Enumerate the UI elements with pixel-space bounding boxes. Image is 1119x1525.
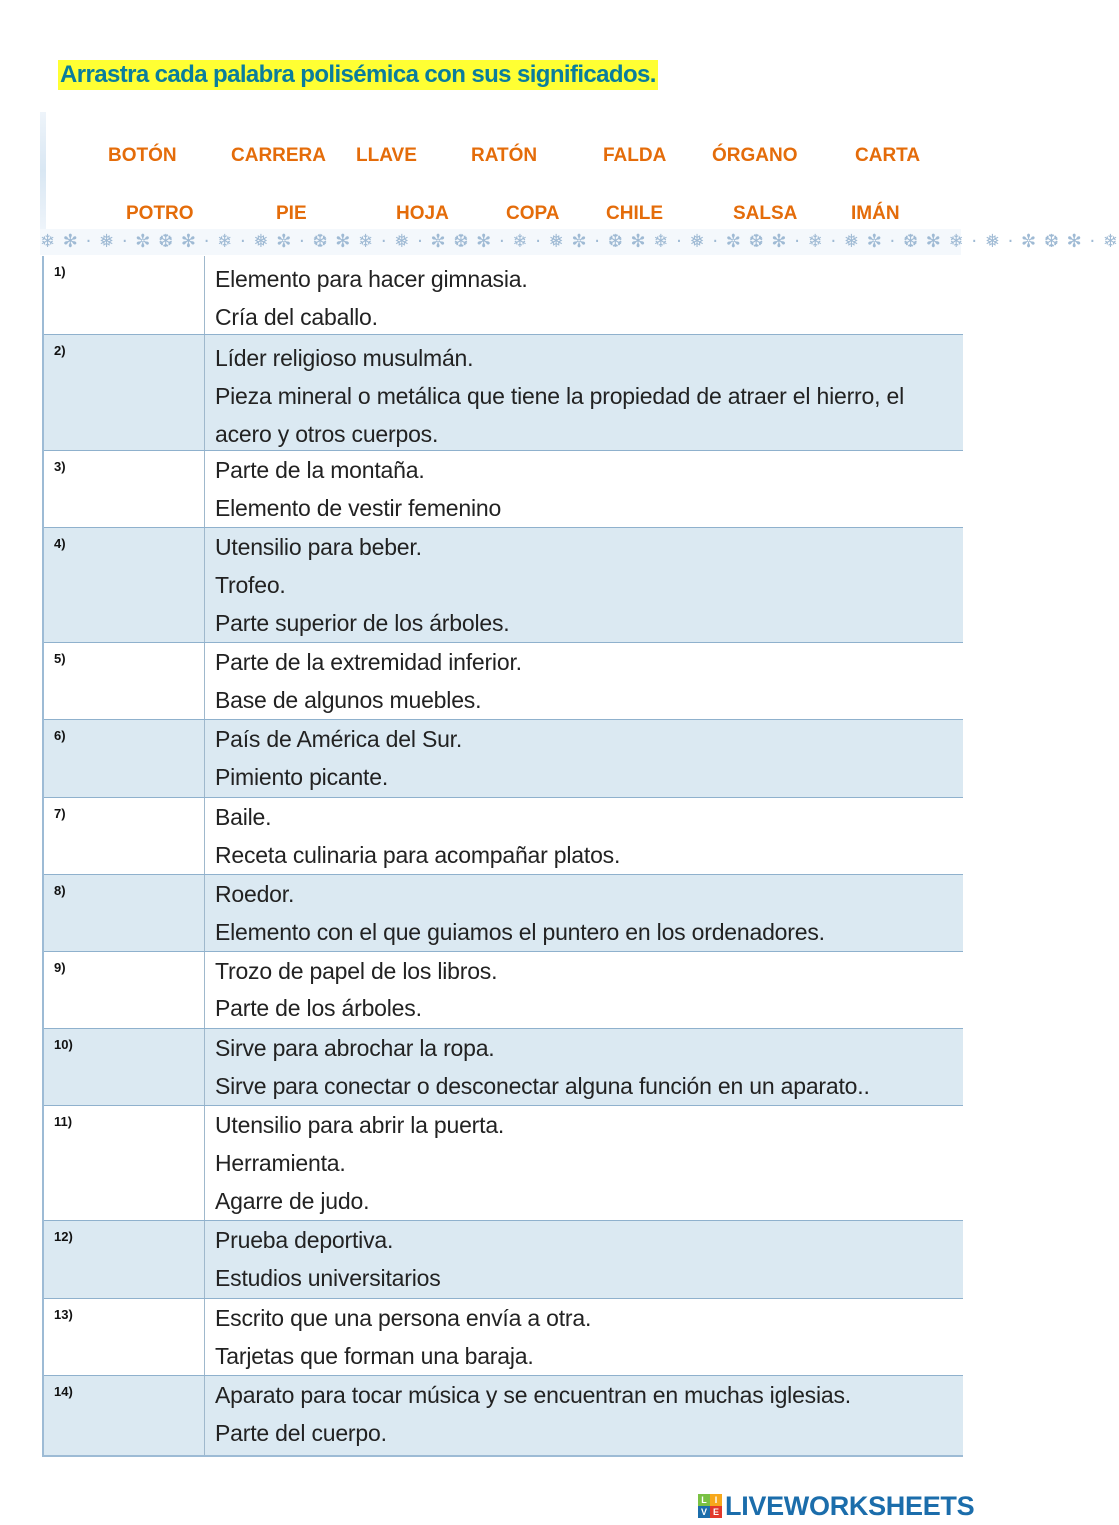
definition-line: Base de algunos muebles. <box>215 687 482 713</box>
row-number: 12) <box>54 1229 73 1244</box>
table-row <box>44 798 963 875</box>
answer-slot[interactable] <box>204 1221 205 1298</box>
definition-line: Escrito que una persona envía a otra. <box>215 1305 592 1331</box>
row-number: 7) <box>54 806 66 821</box>
row-number: 3) <box>54 459 66 474</box>
answer-slot[interactable] <box>204 451 205 527</box>
word-carrera[interactable]: CARRERA <box>231 145 326 166</box>
definition-line: Parte de la extremidad inferior. <box>215 649 522 675</box>
definition-line: acero y otros cuerpos. <box>215 421 439 447</box>
table-row <box>44 256 963 335</box>
definition-line: Utensilio para beber. <box>215 534 422 560</box>
answer-slot[interactable] <box>204 528 205 642</box>
word-falda[interactable]: FALDA <box>603 145 667 166</box>
definition-line: Utensilio para abrir la puerta. <box>215 1112 505 1138</box>
definition-line: Baile. <box>215 804 272 830</box>
definition-line: Pieza mineral o metálica que tiene la propiedad de atraer el hierro, el <box>215 383 904 409</box>
row-number: 13) <box>54 1307 73 1322</box>
table-row <box>44 451 963 528</box>
answer-slot[interactable] <box>204 1299 205 1375</box>
answer-slot[interactable] <box>204 720 205 797</box>
table-row <box>44 1299 963 1376</box>
definition-line: Elemento con el que guiamos el puntero en los ordenadores. <box>215 919 825 945</box>
definition-line: Parte de la montaña. <box>215 457 425 483</box>
row-number: 2) <box>54 343 66 358</box>
word-carta[interactable]: CARTA <box>855 145 921 166</box>
word-potro[interactable]: POTRO <box>126 203 194 224</box>
definition-line: Sirve para conectar o desconectar alguna función en un aparato.. <box>215 1073 870 1099</box>
answer-slot[interactable] <box>204 643 205 719</box>
table-row <box>44 528 963 643</box>
liveworksheets-icon: L I V E <box>698 1494 722 1518</box>
table-row <box>44 1221 963 1299</box>
table-row <box>44 1376 963 1455</box>
brand-name: LIVEWORKSHEETS <box>725 1490 975 1521</box>
row-number: 8) <box>54 883 66 898</box>
answer-slot[interactable] <box>204 1376 205 1455</box>
word-salsa[interactable]: SALSA <box>733 203 798 224</box>
word-llave[interactable]: LLAVE <box>356 145 417 166</box>
answer-slot[interactable] <box>204 875 205 951</box>
definition-line: Trozo de papel de los libros. <box>215 958 498 984</box>
word-copa[interactable]: COPA <box>506 203 560 224</box>
definition-line: Trofeo. <box>215 572 286 598</box>
row-number: 4) <box>54 536 66 551</box>
definition-line: Pimiento picante. <box>215 764 389 790</box>
instruction-title: Arrastra cada palabra polisémica con sus significados. <box>60 61 656 88</box>
definition-line: Roedor. <box>215 881 295 907</box>
definition-line: País de América del Sur. <box>215 726 463 752</box>
definition-line: Prueba deportiva. <box>215 1227 394 1253</box>
table-row <box>44 875 963 952</box>
table-row <box>44 952 963 1029</box>
definition-line: Estudios universitarios <box>215 1265 441 1291</box>
answer-slot[interactable] <box>204 798 205 874</box>
row-number: 14) <box>54 1384 73 1399</box>
definition-line: Parte superior de los árboles. <box>215 610 510 636</box>
definition-line: Líder religioso musulmán. <box>215 345 474 371</box>
word-bank <box>46 112 961 230</box>
definition-line: Elemento para hacer gimnasia. <box>215 266 528 292</box>
word-pie[interactable]: PIE <box>276 203 307 224</box>
definition-line: Parte del cuerpo. <box>215 1420 387 1446</box>
table-row <box>44 720 963 798</box>
word-raton[interactable]: RATÓN <box>471 145 538 166</box>
answer-slot[interactable] <box>204 1029 205 1105</box>
table-row <box>44 643 963 720</box>
answer-slot[interactable] <box>204 1106 205 1220</box>
row-number: 6) <box>54 728 66 743</box>
definition-line: Receta culinaria para acompañar platos. <box>215 842 621 868</box>
table-row <box>44 1029 963 1106</box>
row-number: 1) <box>54 264 66 279</box>
definitions-table <box>42 256 963 1457</box>
word-iman[interactable]: IMÁN <box>851 203 900 224</box>
word-hoja[interactable]: HOJA <box>396 203 449 224</box>
definition-line: Aparato para tocar música y se encuentran en muchas iglesias. <box>215 1382 851 1408</box>
definition-line: Cría del caballo. <box>215 304 378 330</box>
definition-line: Tarjetas que forman una baraja. <box>215 1343 534 1369</box>
word-boton[interactable]: BOTÓN <box>108 145 177 166</box>
definition-line: Elemento de vestir femenino <box>215 495 502 521</box>
table-row <box>44 335 963 451</box>
answer-slot[interactable] <box>204 335 205 450</box>
table-row <box>44 1106 963 1221</box>
row-number: 10) <box>54 1037 73 1052</box>
answer-slot[interactable] <box>204 256 205 334</box>
definition-line: Herramienta. <box>215 1150 346 1176</box>
row-number: 9) <box>54 960 66 975</box>
answer-slot[interactable] <box>204 952 205 1028</box>
row-number: 11) <box>54 1114 73 1129</box>
definition-line: Parte de los árboles. <box>215 995 422 1021</box>
word-chile[interactable]: CHILE <box>606 203 663 224</box>
liveworksheets-logo <box>698 1490 974 1522</box>
snowflake-border: ❄ ✻ · ❅ · ✼ ❆ ✻ · ❄ · ❅ ✼ · ❆ ✻ ❄ · ❅ · ✼ ❆ ✻ · ❄ · ❅ ✼ · ❆ ✻ ❄ · ❅ · ✼ ❆ ✻ · ❄ · ❅ ✼ · ❆ ✻ ❄ · ❅ · ✼ ❆ ✻ · ❄ <box>40 229 961 255</box>
definition-line: Sirve para abrochar la ropa. <box>215 1035 495 1061</box>
word-organo[interactable]: ÓRGANO <box>712 145 798 166</box>
row-number: 5) <box>54 651 66 666</box>
definition-line: Agarre de judo. <box>215 1188 370 1214</box>
